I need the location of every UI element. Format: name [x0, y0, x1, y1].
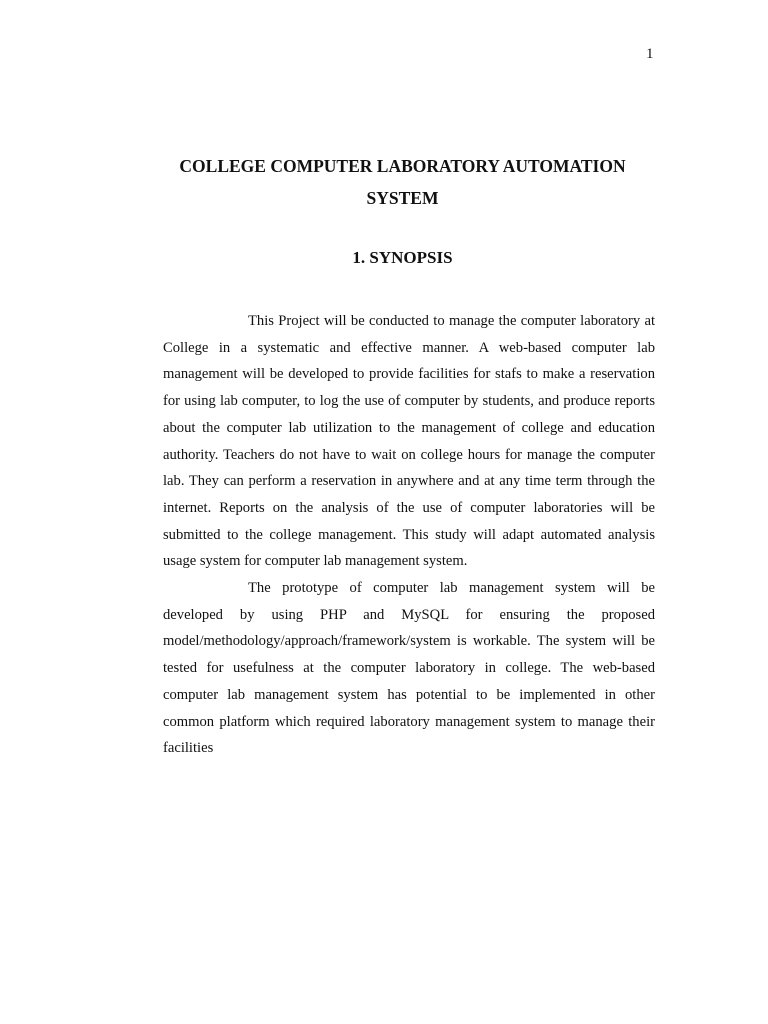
synopsis-paragraph-1: This Project will be conducted to manage the computer laboratory at College in a systematic and effective manner. A web-based computer lab management will be developed to provide facilities for stafs to make a reservation for using lab computer, to log the use of computer by students, and produce reports about the computer lab utilization to the management of college and education authority. Teachers do not have to wait on college hours for manage the computer lab. They can perform a reservation in anywhere and at any time term through the internet. Reports on the analysis of the use of computer laboratories will be submitted to the college management. This study will adapt automated analysis usage system for computer lab management system.: [163, 313, 655, 570]
document-title-line-2: SYSTEM: [366, 188, 439, 208]
section-heading: 1. SYNOPSIS: [352, 248, 453, 267]
synopsis-paragraph-2: The prototype of computer lab management system will be developed by using PHP and MySQL for ensuring the proposed model/methodology/approach/framework/system is workable. The system will be tested for usefulness at the computer laboratory in college. The web-based computer lab management system has potential to be implemented in other common platform which required laboratory management system to manage their facilities: [163, 580, 655, 757]
page-number: 1: [646, 46, 654, 62]
synopsis-body: [163, 308, 655, 762]
document-title-line-1: COLLEGE COMPUTER LABORATORY AUTOMATION: [179, 156, 626, 176]
document-title: [120, 150, 685, 214]
